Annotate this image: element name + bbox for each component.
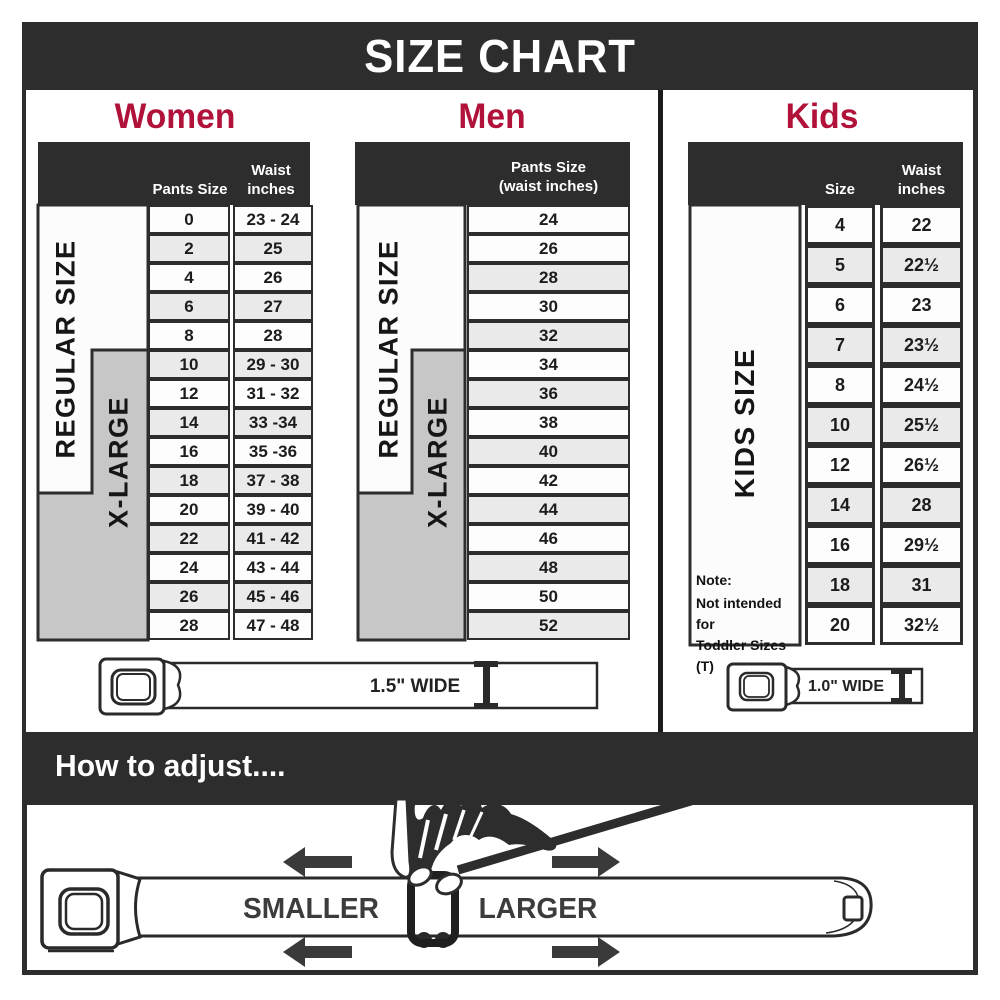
kids-waist-cell: 29½ (880, 525, 963, 565)
men-size-cell: 42 (467, 466, 630, 495)
men-size-cell: 34 (467, 350, 630, 379)
kids-size-cell: 10 (805, 405, 875, 445)
kids-size-cell: 6 (805, 285, 875, 325)
kids-size-table (805, 205, 963, 645)
women-pants-size-cell: 6 (148, 292, 230, 321)
women-pants-size-cell: 2 (148, 234, 230, 263)
women-waist-cell: 41 - 42 (233, 524, 313, 553)
kids-heading: Kids (785, 97, 859, 136)
women-waist-cell: 39 - 40 (233, 495, 313, 524)
men-size-cell: 26 (467, 234, 630, 263)
men-size-cell: 50 (467, 582, 630, 611)
men-size-cell: 30 (467, 292, 630, 321)
men-size-cell: 44 (467, 495, 630, 524)
kids-waist-cell: 23½ (880, 325, 963, 365)
women-pants-size-cell: 12 (148, 379, 230, 408)
women-pants-size-cell: 18 (148, 466, 230, 495)
kids-waist-cell: 22½ (880, 245, 963, 285)
kids-size-cell: 12 (805, 445, 875, 485)
women-waist-cell: 47 - 48 (233, 611, 313, 640)
women-waist-cell: 25 (233, 234, 313, 263)
men-size-cell: 48 (467, 553, 630, 582)
women-xlarge-label: X-LARGE (103, 396, 134, 528)
women-waist-cell: 33 -34 (233, 408, 313, 437)
kids-waist-cell: 22 (880, 205, 963, 245)
women-pants-size-header: Pants Size (152, 181, 228, 198)
larger-arrow-top (552, 847, 620, 877)
men-regular-size-label: REGULAR SIZE (373, 239, 404, 459)
women-waist-cell: 23 - 24 (233, 205, 313, 234)
kids-size-cell: 16 (805, 525, 875, 565)
women-pants-size-cell: 14 (148, 408, 230, 437)
men-size-cell: 32 (467, 321, 630, 350)
kids-waist-cell: 31 (880, 565, 963, 605)
larger-arrow-bottom (552, 937, 620, 967)
kids-size-label: KIDS SIZE (729, 347, 760, 499)
page-title: SIZE CHART (364, 30, 636, 82)
smaller-arrow-top (283, 847, 352, 877)
kids-size-cell: 8 (805, 365, 875, 405)
women-waist-cell: 27 (233, 292, 313, 321)
kids-waist-cell: 28 (880, 485, 963, 525)
women-pants-size-cell: 20 (148, 495, 230, 524)
belt-tip-hole (844, 897, 862, 920)
women-waist-header: Waist inches (247, 162, 295, 198)
women-pants-size-cell: 28 (148, 611, 230, 640)
how-to-adjust-banner (22, 732, 978, 800)
women-waist-cell: 29 - 30 (233, 350, 313, 379)
kids-size-cell: 4 (805, 205, 875, 245)
kids-size-header: Size (824, 181, 855, 198)
women-heading: Women (114, 97, 236, 136)
women-pants-size-cell: 26 (148, 582, 230, 611)
kids-size-cell: 5 (805, 245, 875, 285)
men-size-cell: 24 (467, 205, 630, 234)
men-size-cell: 52 (467, 611, 630, 640)
smaller-label: SMALLER (243, 893, 379, 925)
adult-belt-width-label: 1.5" WIDE (369, 676, 461, 697)
women-waist-cell: 37 - 38 (233, 466, 313, 495)
kids-panel-divider (658, 90, 663, 732)
men-size-cell: 38 (467, 408, 630, 437)
men-heading: Men (458, 97, 526, 136)
kids-table-header (688, 142, 963, 205)
kids-waist-cell: 24½ (880, 365, 963, 405)
women-regular-size-label: REGULAR SIZE (50, 239, 81, 459)
women-pants-size-cell: 4 (148, 263, 230, 292)
larger-label: LARGER (478, 893, 598, 925)
kids-size-cell: 7 (805, 325, 875, 365)
women-waist-cell: 31 - 32 (233, 379, 313, 408)
men-size-cell: 28 (467, 263, 630, 292)
women-pants-size-cell: 10 (148, 350, 230, 379)
adjust-belt-illustration (42, 799, 871, 967)
women-pants-size-cell: 22 (148, 524, 230, 553)
women-pants-size-cell: 24 (148, 553, 230, 582)
kids-size-cell: 18 (805, 565, 875, 605)
men-pants-size-header: Pants Size (waist inches) (498, 159, 599, 195)
kids-waist-cell: 25½ (880, 405, 963, 445)
kids-waist-header: Waist inches (897, 162, 946, 198)
smaller-arrow-bottom (283, 937, 352, 967)
men-size-cell: 40 (467, 437, 630, 466)
title-banner (22, 22, 978, 90)
kids-waist-cell: 23 (880, 285, 963, 325)
men-xlarge-label: X-LARGE (422, 396, 453, 528)
women-waist-cell: 45 - 46 (233, 582, 313, 611)
women-size-table (148, 205, 313, 640)
women-pants-size-cell: 8 (148, 321, 230, 350)
kids-note: Note: Not intended for Toddler Sizes (T) (696, 572, 786, 674)
women-pants-size-cell: 0 (148, 205, 230, 234)
kids-size-cell: 20 (805, 605, 875, 645)
women-waist-cell: 28 (233, 321, 313, 350)
women-waist-cell: 43 - 44 (233, 553, 313, 582)
kids-waist-cell: 32½ (880, 605, 963, 645)
women-waist-cell: 26 (233, 263, 313, 292)
women-pants-size-cell: 16 (148, 437, 230, 466)
men-size-table (467, 205, 630, 640)
kids-size-cell: 14 (805, 485, 875, 525)
men-size-cell: 36 (467, 379, 630, 408)
kids-belt-width-label: 1.0" WIDE (807, 678, 885, 695)
how-to-adjust-heading: How to adjust.... (55, 748, 286, 783)
women-waist-cell: 35 -36 (233, 437, 313, 466)
kids-waist-cell: 26½ (880, 445, 963, 485)
men-size-cell: 46 (467, 524, 630, 553)
